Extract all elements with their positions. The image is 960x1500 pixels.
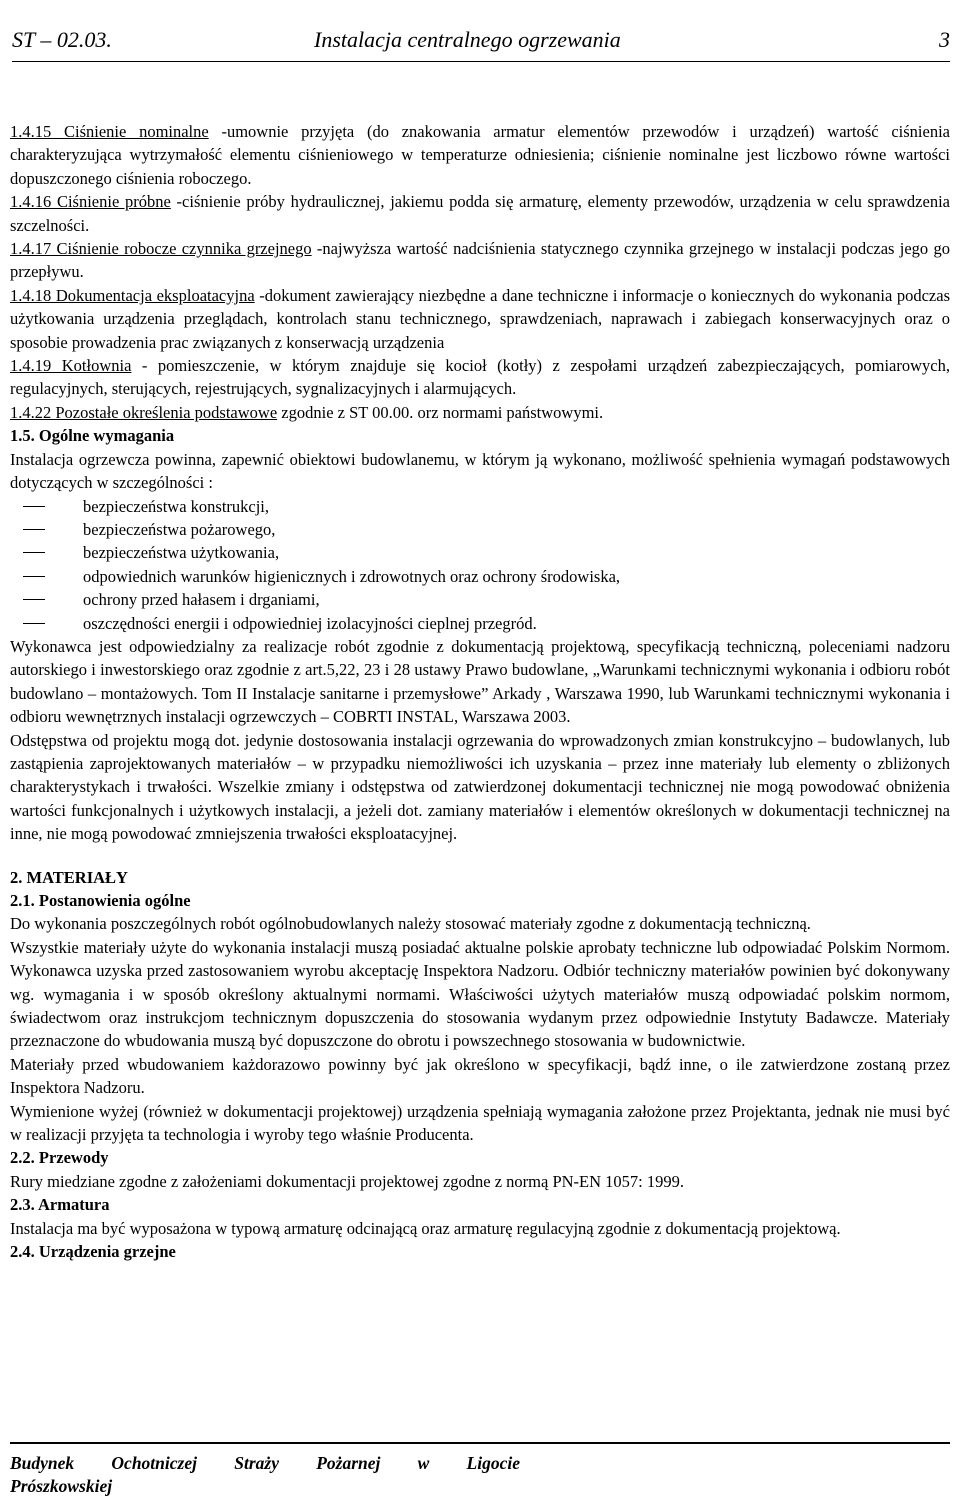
- definition-text: -umownie przyjęta (do znakowania armatur elementów przewodów i urządzeń) wartość ciśnienia charakteryzująca wytrzymałość elementu ciśnieniowego w temperaturze odniesienia; ciśnienie nominalne jest liczbowo równe wartości dopuszczonego ciśnienia roboczego.: [10, 122, 950, 188]
- definition-text: -najwyższa wartość nadciśnienia statycznego czynnika grzejnego w instalacji podczas jego go przepływu.: [10, 239, 950, 282]
- page-header: [12, 22, 950, 58]
- paragraph: Do wykonania poszczególnych robót ogólnobudowlanych należy stosować materiały zgodne z dokumentacją techniczną.: [10, 914, 811, 934]
- spacer: [10, 846, 950, 866]
- section-heading-2-3: 2.3. Armatura: [10, 1195, 110, 1215]
- definition-1-4-15: [10, 120, 950, 190]
- definition-term: 1.4.22 Pozostałe określenia podstawowe: [10, 402, 278, 422]
- definition-1-4-18: [10, 284, 950, 354]
- definition-text: -dokument zawierający niezbędne a dane techniczne i informacje o koniecznych do wykonania podczas użytkowania urządzenia przeglądach, kontrolach stanu technicznego, sprawdzeniach, naprawach i zabiegach konserwacyjnych oraz o sposobie prowadzenia prac związanych z konserwacją urządzenia: [10, 285, 950, 352]
- list-item: bezpieczeństwa użytkowania,: [10, 541, 950, 564]
- dash-bullet-icon: [23, 623, 45, 624]
- definition-1-4-17: [10, 237, 950, 284]
- definition-text: zgodnie z ST 00.00. orz normami państwowymi.: [277, 402, 604, 422]
- requirements-intro: Instalacja ogrzewcza powinna, zapewnić obiektowi budowlanemu, w którym ją wykonano, możliwość spełnienia wymagań podstawowych dotyczących w szczególności :: [10, 449, 950, 493]
- footer-building-location: Prószkowskiej: [10, 1476, 113, 1496]
- dash-bullet-icon: [23, 529, 45, 530]
- dash-bullet-icon: [23, 576, 45, 577]
- page-footer: [10, 1442, 950, 1498]
- definition-1-4-19: [10, 354, 950, 401]
- section-heading-2-1: 2.1. Postanowienia ogólne: [10, 891, 191, 910]
- list-item: bezpieczeństwa pożarowego,: [10, 518, 950, 541]
- paragraph: Instalacja ma być wyposażona w typową armaturę odcinającą oraz armaturę regulacyjną zgodnie z dokumentacją projektową.: [10, 1218, 841, 1238]
- document-body: [10, 120, 950, 1264]
- list-item: odpowiednich warunków higienicznych i zdrowotnych oraz ochrony środowiska,: [10, 565, 950, 588]
- definition-term: 1.4.17 Ciśnienie robocze czynnika grzejnego: [10, 239, 312, 259]
- section-heading-2-4: 2.4. Urządzenia grzejne: [10, 1242, 176, 1262]
- list-item: bezpieczeństwa konstrukcji,: [10, 495, 950, 518]
- requirements-list: [10, 495, 950, 635]
- dash-bullet-icon: [23, 552, 45, 553]
- section-heading-2: 2. MATERIAŁY: [10, 867, 128, 887]
- paragraph: Rury miedziane zgodne z założeniami dokumentacji projektowej zgodne z normą PN-EN 1057: 1999.: [10, 1171, 685, 1191]
- definition-1-4-22: [10, 401, 950, 424]
- spec-code: ST – 02.03.: [12, 27, 112, 52]
- contractor-responsibility-paragraph: Wykonawca jest odpowiedzialny za realizacje robót zgodnie z dokumentacją projektową, specyfikacją techniczną, poleceniami nadzoru autorskiego i inwestorskiego oraz zgodnie z art.5,22, 23 i 28 ustawy Prawo budowlane, „Warunkami technicznymi wykonania i odbioru robót budowlano – montażowych. Tom II Instalacje sanitarne i przemysłowe” Arkady , Warszawa 1990, lub Warunkami technicznymi wykonania i odbioru wewnętrznych instalacji ogrzewczych – COBRTI INSTAL, Warszawa 2003.: [10, 636, 950, 727]
- definition-term: 1.4.16 Ciśnienie próbne: [10, 192, 171, 212]
- list-item: oszczędności energii i odpowiedniej izolacyjności cieplnej przegród.: [10, 612, 950, 635]
- section-heading-2-2: 2.2. Przewody: [10, 1148, 109, 1168]
- definition-term: 1.4.15 Ciśnienie nominalne: [10, 122, 209, 141]
- definition-text: -ciśnienie próby hydraulicznej, jakiemu podda się armaturę, elementy przewodów, urządzenia w celu sprawdzenia szczelności.: [10, 192, 950, 235]
- dash-bullet-icon: [23, 599, 45, 600]
- definition-1-4-16: [10, 190, 950, 237]
- paragraph: Wymienione wyżej (również w dokumentacji projektowej) urządzenia spełniają wymagania założone przez Projektanta, jednak nie musi być w realizacji przyjęta ta technologia i wyroby tego właśnie Producenta.: [10, 1101, 950, 1145]
- page-number: 3: [939, 27, 950, 52]
- paragraph: Materiały przed wbudowaniem każdorazowo powinny być jak określono w specyfikacji, bądź inne, o ile zatwierdzone zostaną przez Inspektora Nadzoru.: [10, 1054, 950, 1098]
- header-rule: [12, 61, 950, 62]
- paragraph: Wszystkie materiały użyte do wykonania instalacji muszą posiadać aktualne polskie aprobaty techniczne lub odpowiadać Polskim Normom. Wykonawca uzyska przed zastosowaniem wyrobu akceptację Inspektora Nadzoru. Odbiór techniczny materiałów powinien być dokonywany wg. wymagania i w sposób określony aktualnymi normami. Właściwości użytych materiałów muszą odpowiadać polskim normom, świadectwom oraz instrukcjom technicznym dopuszczenia do stosowania wydanym przez odpowiednie Instytuty Badawcze. Materiały przeznaczone do wbudowania muszą być dopuszczone do obrotu i powszechnego stosowania w budownictwie.: [10, 937, 950, 1051]
- definition-text: - pomieszczenie, w którym znajduje się kocioł (kotły) z zespołami urządzeń zabezpieczających, pomiarowych, regulacyjnych, sterujących, rejestrujących, sygnalizacyjnych i alarmujących.: [10, 356, 950, 399]
- section-heading-1-5: 1.5. Ogólne wymagania: [10, 426, 175, 446]
- definition-term: 1.4.18 Dokumentacja eksploatacyjna: [10, 285, 255, 305]
- footer-rule: [10, 1442, 950, 1444]
- list-item: ochrony przed hałasem i drganiami,: [10, 588, 950, 611]
- definition-term: 1.4.19 Kotłownia: [10, 356, 132, 376]
- dash-bullet-icon: [23, 506, 45, 507]
- footer-building-name: Budynek Ochotniczej Straży Pożarnej w Ligocie: [10, 1453, 520, 1473]
- header-title: Instalacja centralnego ogrzewania: [314, 27, 621, 52]
- deviations-paragraph: Odstępstwa od projektu mogą dot. jedynie dostosowania instalacji ogrzewania do wprowadzonych zmian konstrukcyjno – budowlanych, lub zastąpienia zaprojektowanych materiałów – w przypadku niemożliwości ich uzyskania – przez inne materiały lub elementy o zbliżonych charakterystykach i trwałości. Wszelkie zmiany i odstępstwa od zatwierdzonej dokumentacji technicznej nie mogą powodować obniżenia wartości funkcjonalnych i użytkowych instalacji, a jeżeli dot. zamiany materiałów i elementów określonych w dokumentacji technicznej na inne, nie mogą powodować zmniejszenia trwałości eksploatacyjnej.: [10, 730, 950, 844]
